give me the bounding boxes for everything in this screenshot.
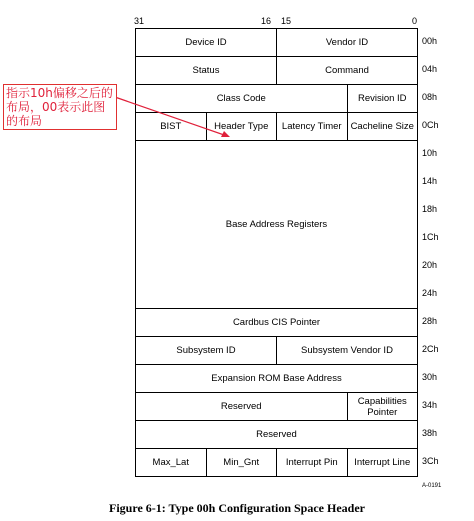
register-field: Min_Gnt — [206, 449, 277, 477]
register-field: Subsystem ID — [136, 337, 277, 365]
annotation-note: 指示10h偏移之后的布局，00表示此图的布局 — [3, 84, 117, 130]
register-field: Reserved — [136, 421, 418, 449]
register-field: Subsystem Vendor ID — [277, 337, 418, 365]
offset-label: 34h — [422, 400, 438, 410]
offset-label: 08h — [422, 92, 438, 102]
register-field: Max_Lat — [136, 449, 207, 477]
offset-label: 38h — [422, 428, 438, 438]
offset-label: 1Ch — [422, 232, 439, 242]
register-field: Latency Timer — [277, 113, 348, 141]
offset-label: 30h — [422, 372, 438, 382]
register-field: Interrupt Line — [347, 449, 418, 477]
register-field: Expansion ROM Base Address — [136, 365, 418, 393]
register-field: Status — [136, 57, 277, 85]
offset-label: 00h — [422, 36, 438, 46]
offset-label: 3Ch — [422, 456, 439, 466]
register-field: Base Address Registers — [136, 141, 418, 309]
bit-label-15: 15 — [281, 16, 292, 26]
register-field: BIST — [136, 113, 207, 141]
register-field: Interrupt Pin — [277, 449, 348, 477]
offset-label: 18h — [422, 204, 438, 214]
bit-label-0: 0 — [412, 16, 418, 26]
register-field: Revision ID — [347, 85, 418, 113]
offset-label: 10h — [422, 148, 438, 158]
bit-label-16: 16 — [261, 16, 272, 26]
bit-label-31: 31 — [134, 16, 145, 26]
offset-label: 20h — [422, 260, 438, 270]
offset-label: 04h — [422, 64, 438, 74]
figure-caption: Figure 6-1: Type 00h Configuration Space Header — [109, 501, 365, 515]
offset-label: 0Ch — [422, 120, 439, 130]
register-field: Header Type — [206, 113, 277, 141]
register-field: Vendor ID — [277, 29, 418, 57]
offset-label: 2Ch — [422, 344, 439, 354]
register-field: Class Code — [136, 85, 348, 113]
offset-label: 14h — [422, 176, 438, 186]
register-field: Capabilities Pointer — [347, 393, 418, 421]
register-field: Command — [277, 57, 418, 85]
register-field: Reserved — [136, 393, 348, 421]
offset-label: 28h — [422, 316, 438, 326]
register-field: Device ID — [136, 29, 277, 57]
figure-code: A-0191 — [422, 483, 442, 489]
offset-label: 24h — [422, 288, 438, 298]
annotation-arrow-line — [112, 96, 227, 136]
register-field: Cardbus CIS Pointer — [136, 309, 418, 337]
register-field: Cacheline Size — [347, 113, 418, 141]
